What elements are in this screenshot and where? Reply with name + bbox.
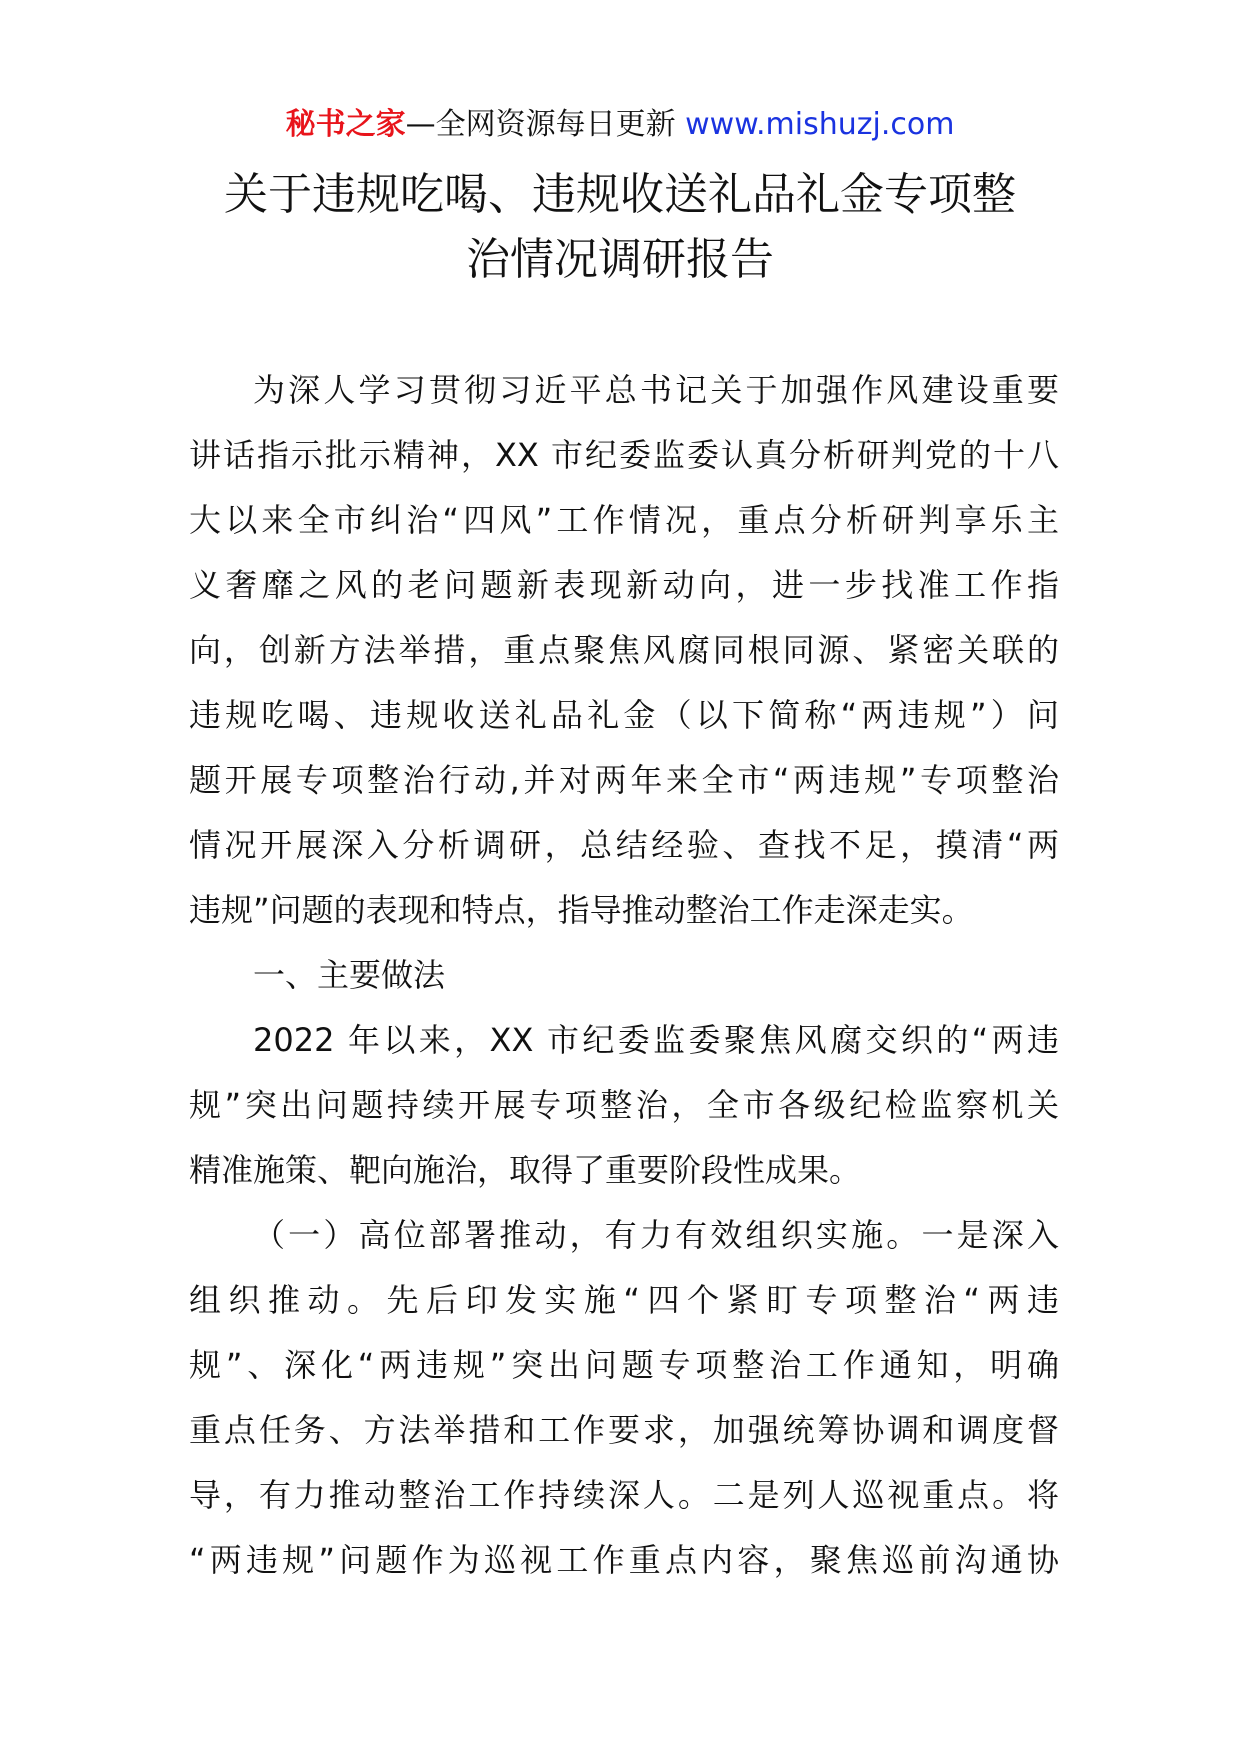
body-line: 为深人学习贯彻习近平总书记关于加强作风建设重要: [253, 371, 1059, 409]
body-line: 导，有力推动整治工作持续深人。二是列人巡视重点。将: [189, 1476, 1059, 1514]
header-tagline: —全网资源每日更新: [405, 107, 686, 142]
body-line: 义奢靡之风的老问题新表现新动向，进一步找准工作指: [189, 566, 1059, 604]
body-line: 规”、深化“两违规”突出问题专项整治工作通知，明确: [189, 1346, 1059, 1384]
header-url-link[interactable]: www.mishuzj.com: [685, 107, 955, 142]
body-line: 违规”问题的表现和特点，指导推动整治工作走深走实。: [189, 891, 974, 929]
body-line: 讲话指示批示精神，XX 市纪委监委认真分析研判党的十八: [189, 436, 1059, 474]
document-title-line-1: 关于违规吃喝、违规收送礼品礼金专项整: [224, 169, 1016, 220]
body-line: 组织推动。先后印发实施“四个紧盯专项整治“两违: [189, 1281, 1059, 1319]
body-line: 规”突出问题持续开展专项整治，全市各级纪检监察机关: [189, 1086, 1059, 1124]
body-line: 题开展专项整治行动,并对两年来全市“两违规”专项整治: [189, 761, 1059, 799]
body-line: （一）高位部署推动，有力有效组织实施。一是深入: [253, 1216, 1059, 1254]
body-line: 情况开展深入分析调研，总结经验、查找不足，摸清“两: [189, 826, 1059, 864]
body-line: 向，创新方法举措，重点聚焦风腐同根同源、紧密关联的: [189, 631, 1059, 669]
document-title-line-2: 治情况调研报告: [466, 234, 774, 285]
body-line: 大以来全市纠治“四风”工作情况，重点分析研判享乐主: [189, 501, 1059, 539]
section-heading: 一、主要做法: [253, 956, 446, 994]
header-brand: 秘书之家: [285, 107, 406, 142]
body-line: 违规吃喝、违规收送礼品礼金（以下简称“两违规”）问: [189, 696, 1059, 734]
document-body: [189, 358, 1059, 1593]
body-line: “两违规”问题作为巡视工作重点内容，聚焦巡前沟通协: [189, 1541, 1059, 1579]
body-line: 精准施策、靶向施治，取得了重要阶段性成果。: [189, 1151, 862, 1189]
body-line: 2022 年以来，XX 市纪委监委聚焦风腐交织的“两违: [253, 1021, 1059, 1059]
body-line: 重点任务、方法举措和工作要求，加强统筹协调和调度督: [189, 1411, 1059, 1449]
page-header: [0, 103, 1240, 147]
